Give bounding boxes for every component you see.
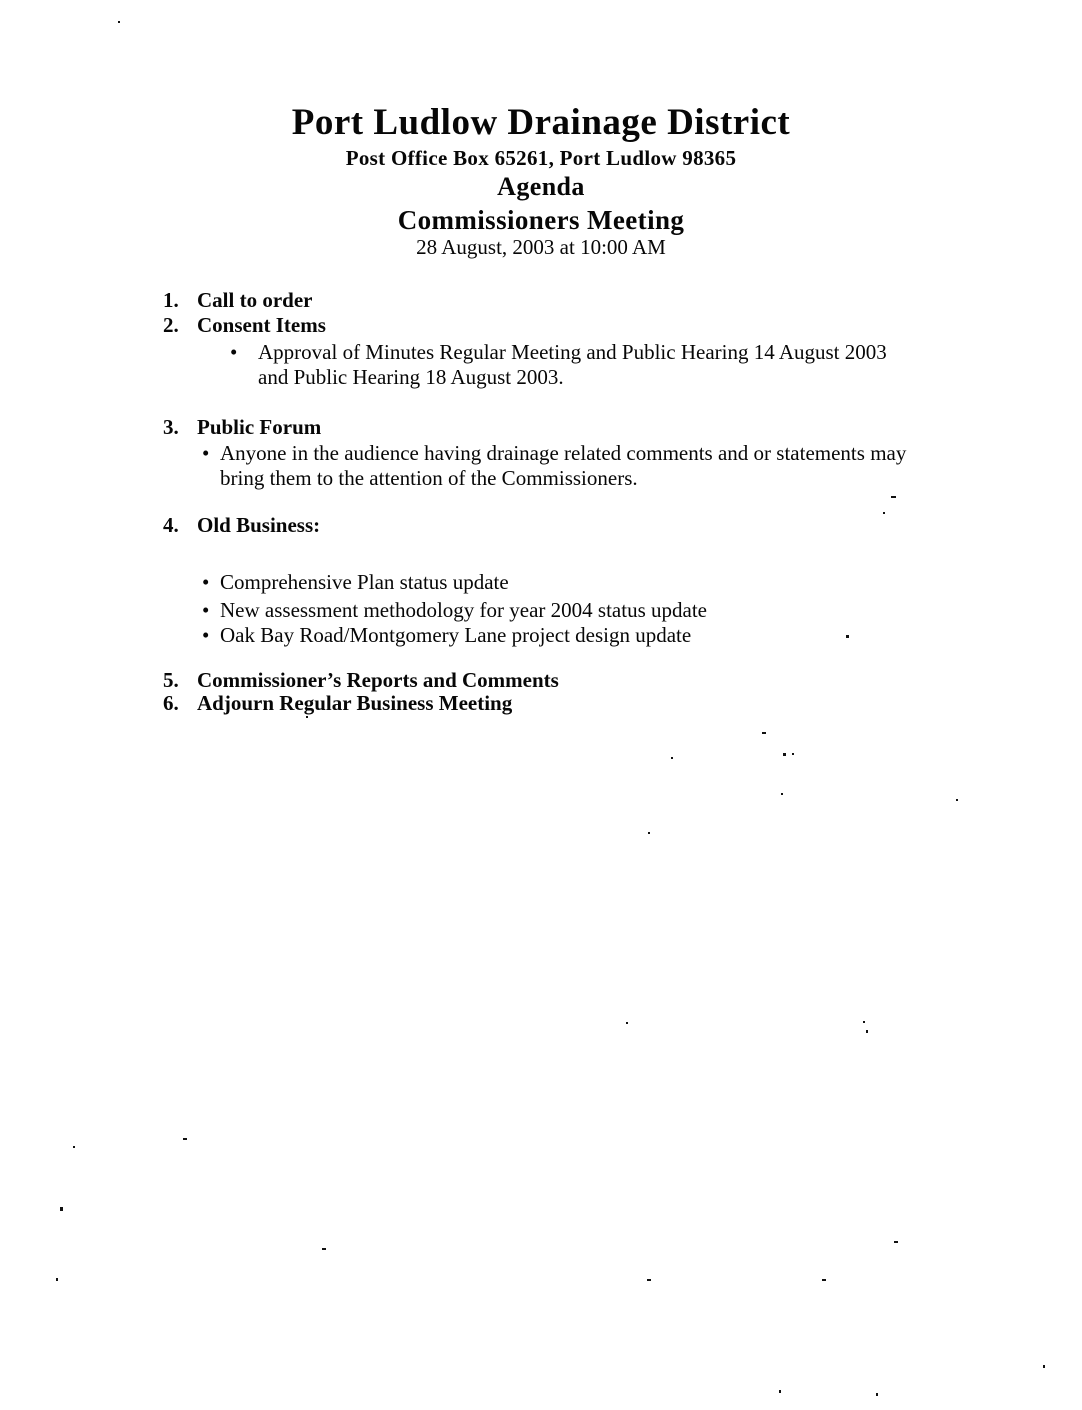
- agenda-item-3: [163, 417, 321, 438]
- item-number: 4.: [163, 513, 179, 537]
- item-label: Adjourn Regular Business Meeting: [197, 691, 513, 715]
- agenda-item-4-bullet-2: [202, 600, 707, 621]
- bullet-text-line: Approval of Minutes Regular Meeting and Public Hearing 14 August 2003: [258, 340, 887, 364]
- scan-speckle: [883, 512, 885, 514]
- scan-speckle: [322, 1248, 326, 1250]
- item-number: 5.: [163, 668, 179, 692]
- scan-speckle: [1043, 1365, 1045, 1368]
- scan-speckle: [762, 732, 766, 734]
- scan-speckle: [792, 753, 794, 755]
- scan-speckle: [306, 716, 308, 718]
- item-label: Public Forum: [197, 415, 322, 439]
- bullet-text-line: Oak Bay Road/Montgomery Lane project design update: [220, 623, 692, 647]
- scan-speckle: [891, 496, 896, 498]
- item-label: Consent Items: [197, 313, 326, 337]
- bullet-icon: [230, 340, 258, 365]
- document-type: Agenda: [497, 172, 585, 201]
- scan-speckle: [779, 1390, 781, 1393]
- agenda-item-2: [163, 315, 326, 336]
- document-title: Port Ludlow Drainage District: [291, 102, 791, 143]
- agenda-item-4-bullet-3: [202, 625, 691, 646]
- scan-speckle: [781, 793, 783, 795]
- bullet-icon: [202, 441, 220, 466]
- scan-speckle: [866, 1030, 868, 1033]
- item-label: Commissioner’s Reports and Comments: [197, 668, 559, 692]
- scan-speckle: [183, 1138, 187, 1140]
- agenda-item-3-bullet: [202, 441, 906, 491]
- agenda-item-4: [163, 515, 320, 536]
- bullet-icon: [202, 572, 220, 593]
- scan-speckle: [73, 1146, 75, 1148]
- scan-speckle: [671, 757, 673, 759]
- bullet-text-line: Anyone in the audience having drainage related comments and or statements may: [220, 441, 907, 465]
- meeting-datetime: 28 August, 2003 at 10:00 AM: [416, 235, 666, 259]
- bullet-text-line: and Public Hearing 18 August 2003.: [258, 365, 564, 389]
- meeting-title: Commissioners Meeting: [397, 205, 685, 235]
- bullet-text-line: New assessment methodology for year 2004 status update: [220, 598, 707, 622]
- scan-speckle: [56, 1278, 58, 1281]
- scan-speckle: [846, 635, 849, 638]
- scan-speckle: [648, 832, 650, 834]
- item-number: 3.: [163, 415, 179, 439]
- address-line: Post Office Box 65261, Port Ludlow 98365: [345, 146, 737, 170]
- bullet-icon: [202, 625, 220, 646]
- bullet-text-line: Comprehensive Plan status update: [220, 570, 509, 594]
- scan-speckle: [876, 1393, 878, 1396]
- item-number: 6.: [163, 691, 179, 715]
- scan-speckle: [863, 1021, 865, 1023]
- agenda-item-5: [163, 670, 559, 691]
- scan-speckle: [783, 753, 786, 756]
- agenda-item-1: [163, 290, 312, 311]
- scan-speckle: [822, 1279, 826, 1281]
- bullet-icon: [202, 600, 220, 621]
- scan-speckle: [894, 1241, 898, 1243]
- scan-speckle: [60, 1207, 63, 1211]
- item-number: 2.: [163, 313, 179, 337]
- scan-speckle: [956, 799, 958, 801]
- agenda-item-4-bullet-1: [202, 572, 509, 593]
- item-label: Call to order: [197, 288, 313, 312]
- scan-speckle: [647, 1279, 651, 1281]
- scan-speckle: [626, 1022, 628, 1024]
- item-label: Old Business:: [197, 513, 321, 537]
- bullet-text-line: bring them to the attention of the Commissioners.: [220, 466, 638, 490]
- agenda-item-2-bullet: [230, 340, 887, 390]
- item-number: 1.: [163, 288, 179, 312]
- agenda-item-6: [163, 693, 512, 714]
- scan-speckle: [118, 21, 120, 23]
